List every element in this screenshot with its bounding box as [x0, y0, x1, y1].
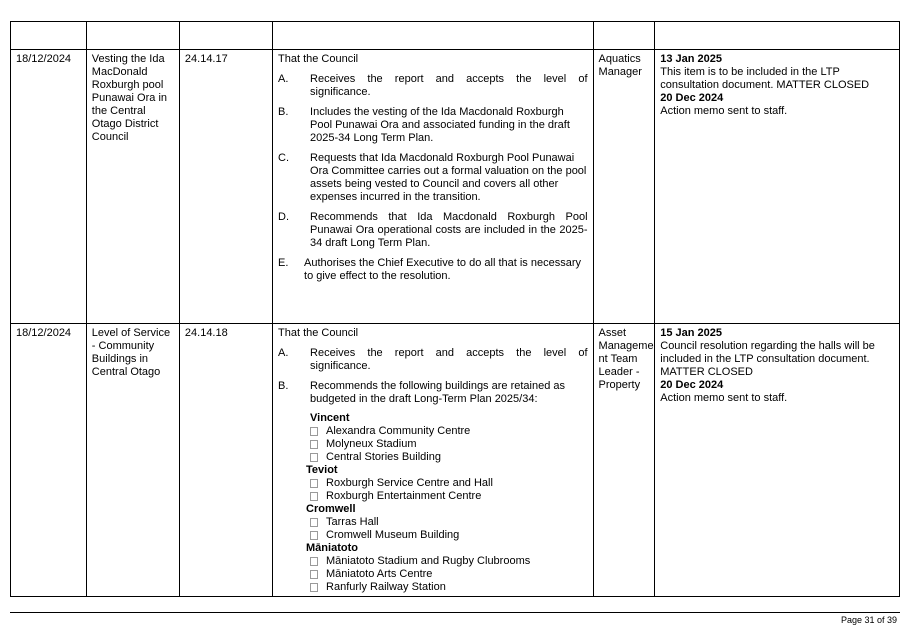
checkbox-icon	[310, 453, 318, 462]
responsible-officer: Aquatics Manager	[593, 50, 655, 324]
checkbox-icon	[310, 570, 318, 579]
building-name: Central Stories Building	[326, 451, 441, 463]
resolution-letter: A.	[278, 347, 289, 359]
table-cell	[179, 22, 272, 50]
group-title-teviot: Teviot	[306, 464, 338, 476]
resolution-letter: E.	[278, 257, 289, 269]
building-item	[278, 438, 588, 451]
item-title: Level of Service - Community Buildings in Central Otago	[86, 324, 179, 597]
checkbox-icon	[310, 440, 318, 449]
building-name: Alexandra Community Centre	[326, 425, 471, 437]
resolution-letter: B.	[278, 106, 289, 118]
resolution-item	[278, 211, 588, 250]
building-item	[278, 425, 588, 438]
resolution-letter: D.	[278, 211, 290, 223]
resolution-item	[278, 106, 588, 145]
resolution-heading: That the Council	[278, 53, 359, 65]
status-text: Action memo sent to staff.	[660, 105, 788, 117]
footer-divider	[10, 612, 900, 613]
table-row	[11, 324, 900, 597]
resolution-text: Includes the vesting of the Ida Macdonald Roxburgh Pool Punawai Ora and associated funding in the draft 2025-34 Long Term Plan.	[310, 106, 570, 144]
meeting-date: 18/12/2024	[11, 324, 87, 597]
table-cell	[593, 22, 655, 50]
building-item	[278, 581, 588, 594]
resolution-cell	[273, 324, 594, 597]
status-text: This item is to be included in the LTP consultation document. MATTER CLOSED	[660, 66, 870, 91]
resolution-item	[278, 152, 588, 204]
item-title: Vesting the Ida MacDonald Roxburgh pool Punawai Ora in the Central Otago District Council	[86, 50, 179, 324]
checkbox-icon	[310, 427, 318, 436]
resolution-item	[278, 347, 588, 373]
building-item	[278, 451, 588, 464]
resolution-heading: That the Council	[278, 327, 359, 339]
building-item	[278, 529, 588, 542]
resolution-text: Recommends the following buildings are retained as budgeted in the draft Long-Term Plan 2025/34:	[310, 380, 565, 405]
table-row-blank	[11, 22, 900, 50]
responsible-officer: Asset Manageme nt Team Leader - Property	[593, 324, 655, 597]
table-cell	[86, 22, 179, 50]
building-name: Roxburgh Entertainment Centre	[326, 490, 482, 502]
status-text: Action memo sent to staff.	[660, 392, 788, 404]
resolution-list	[278, 73, 588, 283]
resolution-letter: C.	[278, 152, 290, 164]
building-item	[278, 568, 588, 581]
table-cell	[11, 22, 87, 50]
building-name: Molyneux Stadium	[326, 438, 417, 450]
building-name: Māniatoto Stadium and Rugby Clubrooms	[326, 555, 531, 567]
checkbox-icon	[310, 557, 318, 566]
building-name: Ranfurly Railway Station	[326, 581, 446, 593]
status-cell	[655, 324, 900, 597]
checkbox-icon	[310, 479, 318, 488]
page-number: Page 31 of 39	[840, 615, 897, 625]
checkbox-icon	[310, 492, 318, 501]
resolution-number: 24.14.17	[179, 50, 272, 324]
resolution-item	[278, 257, 588, 283]
checkbox-icon	[310, 531, 318, 540]
status-date: 20 Dec 2024	[660, 92, 724, 104]
status-date: 13 Jan 2025	[660, 53, 723, 65]
resolution-text: Requests that Ida Macdonald Roxburgh Pool Punawai Ora Committee carries out a formal valuation on the pool assets being vested to Council and covers all other expenses incurred in the transition.	[310, 152, 587, 203]
checkbox-icon	[310, 583, 318, 592]
action-table	[10, 21, 900, 597]
building-item	[278, 490, 588, 503]
table-row	[11, 50, 900, 324]
building-name: Tarras Hall	[326, 516, 379, 528]
resolution-letter: A.	[278, 73, 289, 85]
group-title-maniatoto: Māniatoto	[306, 542, 358, 554]
resolution-item	[278, 73, 588, 99]
table-cell	[273, 22, 594, 50]
resolution-number: 24.14.18	[179, 324, 272, 597]
status-text: Council resolution regarding the halls will be included in the LTP consultation document. MATTER CLOSED	[660, 340, 875, 378]
resolution-text: Authorises the Chief Executive to do all that is necessary to give effect to the resolution.	[304, 257, 581, 282]
table-cell	[655, 22, 900, 50]
status-date: 15 Jan 2025	[660, 327, 723, 339]
status-date: 20 Dec 2024	[660, 379, 724, 391]
resolution-item	[278, 380, 588, 406]
resolution-list	[278, 347, 588, 406]
building-item	[278, 516, 588, 529]
resolution-letter: B.	[278, 380, 289, 392]
resolution-text: Receives the report and accepts the level of significance.	[310, 73, 588, 98]
resolution-cell	[273, 50, 594, 324]
building-name: Roxburgh Service Centre and Hall	[326, 477, 493, 489]
group-title-vincent: Vincent	[310, 412, 350, 424]
resolution-text: Receives the report and accepts the level of significance.	[310, 347, 588, 372]
resolution-text: Recommends that Ida Macdonald Roxburgh Pool Punawai Ora operational costs are included in the 2025-34 draft Long Term Plan.	[310, 211, 588, 249]
checkbox-icon	[310, 518, 318, 527]
building-item	[278, 477, 588, 490]
building-name: Māniatoto Arts Centre	[326, 568, 433, 580]
status-cell	[655, 50, 900, 324]
meeting-date: 18/12/2024	[11, 50, 87, 324]
group-title-cromwell: Cromwell	[306, 503, 356, 515]
building-name: Cromwell Museum Building	[326, 529, 460, 541]
building-item	[278, 555, 588, 568]
